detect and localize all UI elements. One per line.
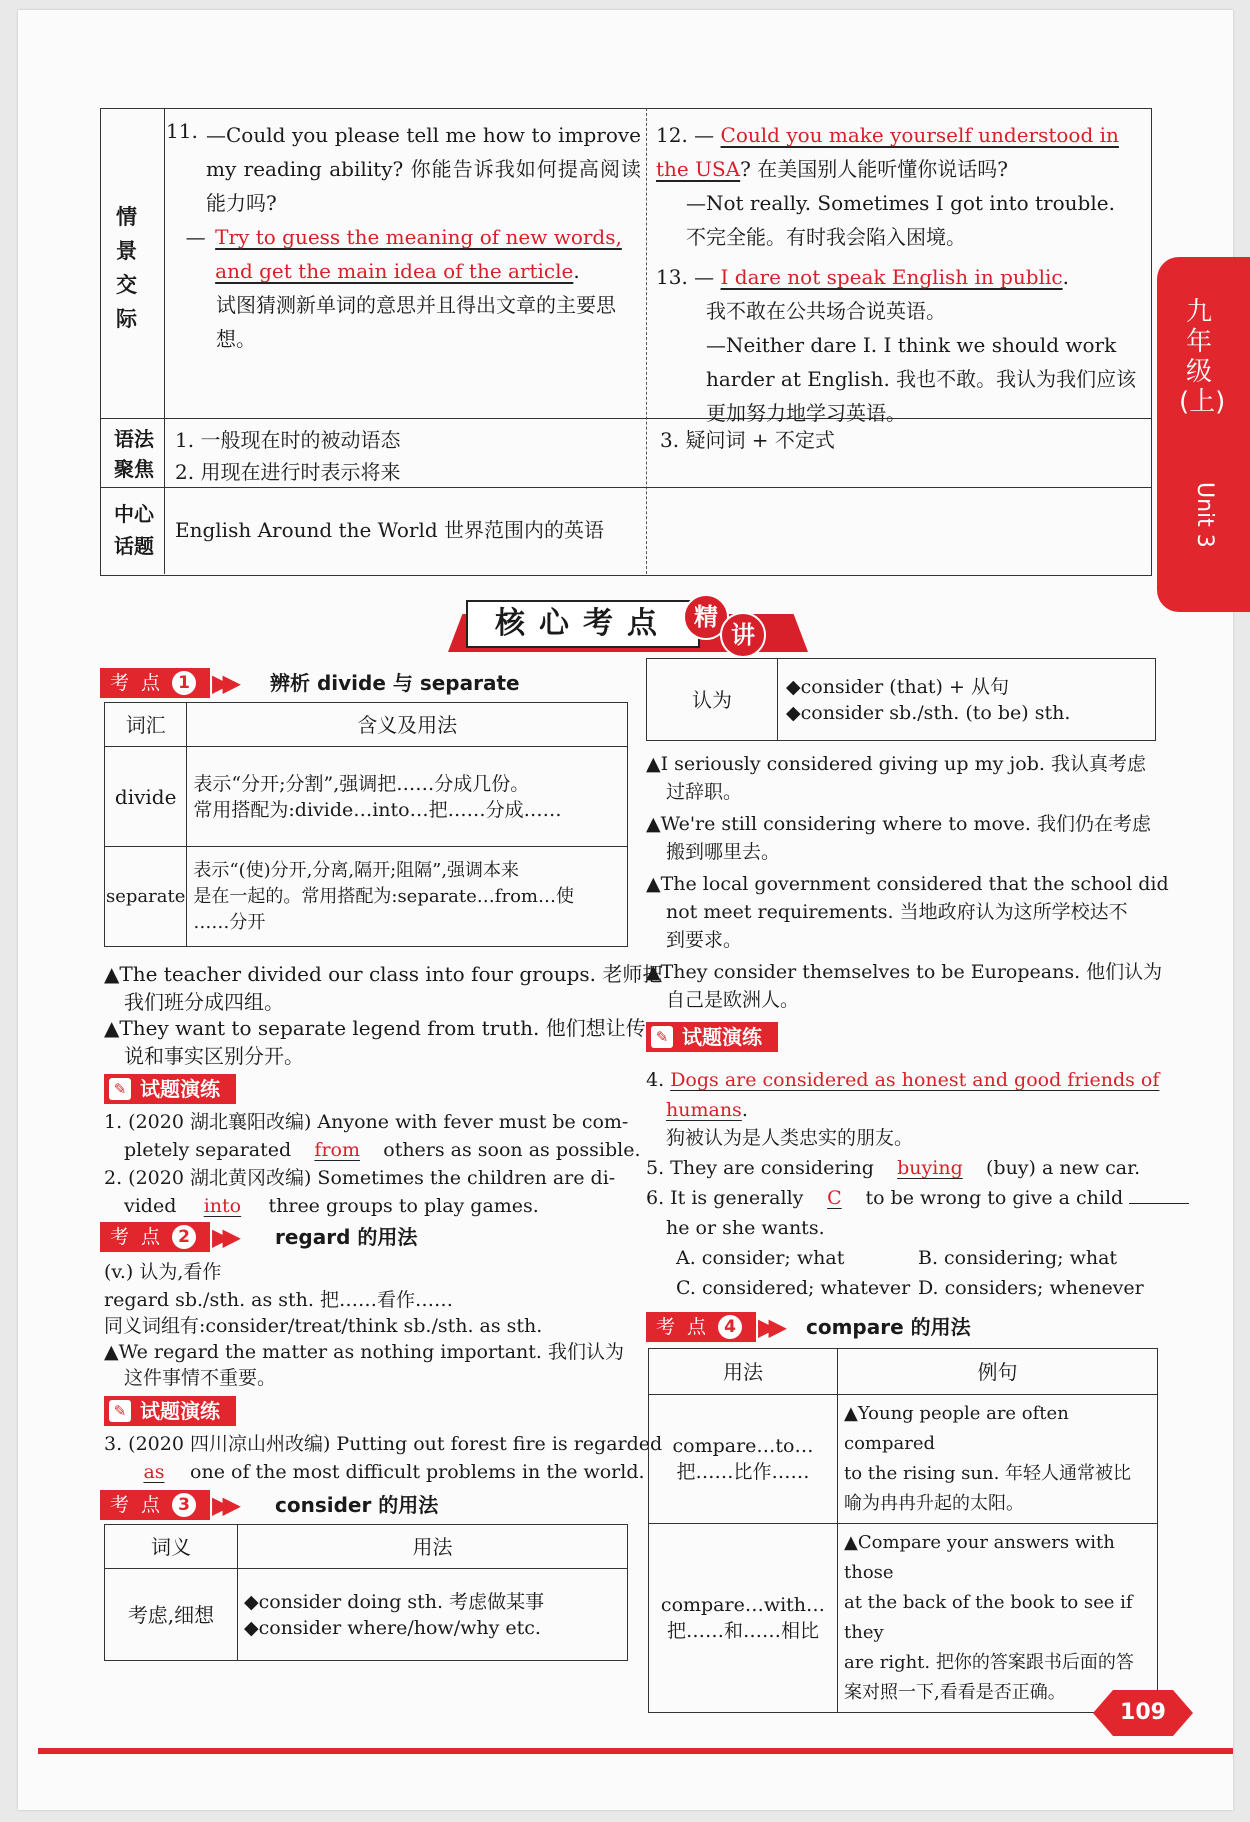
compare-to-b: 把……比作…… [676,1461,810,1483]
page [18,10,1233,1810]
p4-line-a [646,1068,1159,1092]
grammar-3: 3. 疑问词 + 不定式 [660,428,835,452]
p1-text: pletely separated [124,1139,292,1161]
p2-rest: three groups to play games. [268,1195,539,1217]
practice-icon: ✎ [109,1400,131,1422]
kaodian-2-header [100,1222,550,1252]
q12-num: 12. — [656,123,715,147]
q11-answer-end: . [573,259,580,283]
practice-tag [104,1396,236,1426]
kaodian-1-header [100,668,550,698]
th-word: 词汇 [105,703,187,747]
kd1-example-1b: 我们班分成四组。 [124,990,284,1014]
th-meaning: 词义 [105,1525,238,1569]
kaodian-label: 考点 [100,668,210,698]
kaodian-3-header [100,1490,550,1520]
q11-answer-text: Try to guess the meaning of new words, and get the main idea of the article [215,225,622,283]
q11 [166,118,641,356]
separate-usage [187,847,628,947]
kaodian-title: 辨析 divide 与 separate [270,671,520,695]
kd2-line-1: (v.) 认为,看作 [104,1261,222,1283]
th-usage: 用法 [649,1349,838,1395]
p4-end: . [741,1099,748,1121]
kd2-example-b: 这件事情不重要。 [124,1367,277,1389]
kd3-example-3b: not meet requirements. 当地政府认为这所学校达不 [666,901,1128,923]
p6-option-a[interactable]: A. consider; what [676,1247,845,1269]
kd3-example-2a: ▲We're still considering where to move. 我们仍在考虑 [646,813,1151,835]
practice-label: 试题演练 [140,1077,220,1101]
q13-num: 13. — [656,265,715,289]
grade-side-tab [1157,257,1250,612]
meaning-think: 认为 [647,659,778,741]
table-divider [646,108,647,574]
kd3-example-3a: ▲The local government considered that the school did [646,873,1169,895]
p6-option-c[interactable]: C. considered; whatever [676,1277,911,1299]
p6-text: 6. It is generally [646,1187,804,1209]
practice-tag [646,1022,778,1052]
divide-usage [187,747,628,847]
think-usage-a: ◆consider (that) + 从句 [786,675,1009,698]
p6-answer[interactable]: C [827,1187,842,1209]
section-banner [448,600,808,660]
p4-line-b [666,1098,748,1122]
kaodian-title: consider 的用法 [275,1493,439,1517]
grammar-2: 2. 用现在进行时表示将来 [175,460,401,484]
q12-answer[interactable]: Could you make yourself understood in the USA [656,123,1119,181]
kaodian-number: 2 [172,1225,196,1249]
th-usage: 用法 [238,1525,628,1569]
table-divider [100,487,1152,488]
divide-usage-a: 表示“分开;分割”,强调把……分成几份。 [193,772,530,795]
p2-line-b [124,1194,539,1218]
kaodian-label: 考点 [100,1222,210,1252]
compare-with-ex-4: 案对照一下,看看是否正确。 [844,1682,1066,1703]
q12-rest: ? 在美国别人能听懂你说话吗? [740,157,1008,181]
divide-separate-table [104,702,628,947]
th-example: 例句 [838,1349,1158,1395]
practice-tag [104,1074,236,1104]
topic-text: English Around the World 世界范围内的英语 [175,518,605,542]
p6-blank[interactable] [1129,1203,1189,1204]
consider-table-left [104,1524,628,1661]
q11-question: —Could you please tell me how to improve my reading ability? 你能告诉我如何提高阅读能力吗? [206,123,641,215]
q13-end: . [1062,265,1069,289]
p3-line-b [124,1460,645,1484]
separate-usage-b: 是在一起的。常用搭配为:separate…from…使 [193,885,574,907]
grammar-label: 语法聚焦 [114,427,154,481]
practice-icon: ✎ [651,1026,673,1048]
kd1-example-2b: 说和事实区别分开。 [124,1044,304,1068]
consider-usage-b: ◆consider where/how/why etc. [244,1616,541,1639]
kd3-example-4a: ▲They consider themselves to be Europeans. 他们认为 [646,961,1163,983]
p4-num: 4. [646,1069,665,1091]
p5-rest: (buy) a new car. [986,1157,1141,1179]
grammar-1: 1. 一般现在时的被动语态 [175,428,401,452]
p6-rest: to be wrong to give a child [865,1187,1124,1209]
th-usage: 含义及用法 [187,703,628,747]
p6-line-b: he or she wants. [666,1217,825,1239]
q13 [656,260,1141,430]
double-arrow-icon: ▶▶ [212,1491,233,1519]
q13-answer[interactable]: I dare not speak English in public [720,265,1063,289]
q13-reply: —Neither dare I. I think we should work harder at English. 我也不敢。我认为我们应该更加努力地学习英语。 [706,333,1137,425]
kaodian-label: 考点 [646,1312,756,1342]
kd3-example-3c: 到要求。 [666,929,743,951]
p2-answer[interactable]: into [203,1195,242,1217]
p1-line-b [124,1138,641,1162]
page-number-text: 109 [1120,1700,1166,1725]
kd3-example-4b: 自己是欧洲人。 [666,989,800,1011]
compare-with-ex-1: ▲Compare your answers with those [844,1532,1115,1583]
compare-with-b: 把……和……相比 [666,1620,819,1642]
think-usage-b: ◆consider sb./sth. (to be) sth. [786,701,1071,724]
p3-rest: one of the most difficult problems in the world. [190,1461,645,1483]
p3-line-a: 3. (2020 四川凉山州改编) Putting out forest fire is regarded [104,1433,663,1455]
q12-reply: —Not really. Sometimes I got into trouble. 不完全能。有时我会陷入困境。 [686,191,1115,249]
topic-label: 中心话题 [114,502,154,558]
banner-badge-2: 讲 [720,612,766,658]
bottom-rule [38,1748,1233,1754]
compare-with-ex-3: are right. 把你的答案跟书后面的答 [844,1652,1134,1673]
kaodian-4-header [646,1312,1096,1342]
q11-dash: — [185,225,206,249]
divide-usage-b: 常用搭配为:divide…into…把……分成…… [193,798,562,821]
q13-translation: 我不敢在公共场合说英语。 [706,299,946,323]
p4-answer-a[interactable]: Dogs are considered as honest and good friends of [670,1069,1160,1091]
kaodian-title: regard 的用法 [275,1225,418,1249]
q11-num: 11. [166,119,198,143]
kaodian-title: compare 的用法 [806,1315,971,1339]
compare-to-example [838,1395,1158,1524]
page-number [1093,1690,1193,1736]
kd2-line-3: 同义词组有:consider/treat/think sb./sth. as sth. [104,1315,543,1337]
consider-table-right [646,658,1156,741]
double-arrow-icon: ▶▶ [212,1223,233,1251]
q11-translation: 试图猜测新单词的意思并且得出文章的主要思想。 [216,293,616,351]
compare-to-ex-2: to the rising sun. 年轻人通常被比 [844,1463,1132,1484]
p6-option-d[interactable]: D. considers; whenever [918,1277,1144,1299]
practice-label: 试题演练 [140,1399,220,1423]
p1-rest: others as soon as possible. [383,1139,641,1161]
kd2-example-a: ▲We regard the matter as nothing important. 我们认为 [104,1341,624,1363]
q12 [656,118,1141,254]
banner-badge-1: 精 [683,594,729,640]
compare-to-a: compare…to… [672,1435,814,1457]
banner-title: 核心考点 [466,600,700,648]
p3-answer[interactable]: as [143,1461,165,1483]
p2-text: vided [124,1195,177,1217]
compare-with-a: compare…with… [660,1594,826,1616]
q11-answer[interactable] [215,220,641,288]
p4-answer-b[interactable]: humans [666,1099,742,1121]
situational-label: 情景交际 [116,205,137,331]
compare-with [649,1524,838,1713]
separate-usage-a: 表示“(使)分开,分离,隔开;阻隔”,强调本来 [193,859,520,881]
double-arrow-icon: ▶▶ [758,1313,779,1341]
word-separate: separate [105,847,187,947]
p1-answer[interactable]: from [314,1139,360,1161]
kaodian-number: 3 [172,1493,196,1517]
kd3-example-1a: ▲I seriously considered giving up my job. 我认真考虑 [646,753,1146,775]
p6-line [646,1186,1189,1210]
compare-to-ex-1: ▲Young people are often compared [844,1403,1069,1454]
kd3-example-1b: 过辞职。 [666,781,743,803]
kaodian-number: 1 [172,671,196,695]
p5-line [646,1156,1140,1180]
consider-usage [238,1569,628,1661]
kd1-example-2a: ▲They want to separate legend from truth. 他们想让传 [104,1016,646,1040]
practice-icon: ✎ [109,1078,131,1100]
grade-label: 九年级(上) [1179,297,1226,417]
kd3-example-2b: 搬到哪里去。 [666,841,781,863]
meaning-consider: 考虑,细想 [105,1569,238,1661]
p1-line-a: 1. (2020 湖北襄阳改编) Anyone with fever must be com- [104,1111,629,1133]
think-usage [778,659,1156,741]
p5-answer[interactable]: buying [897,1157,963,1179]
p5-text: 5. They are considering [646,1157,874,1179]
double-arrow-icon: ▶▶ [212,669,233,697]
compare-to-ex-3: 喻为冉冉升起的太阳。 [844,1493,1024,1514]
compare-table [648,1348,1158,1713]
word-divide: divide [105,747,187,847]
unit-label: Unit 3 [1192,482,1217,548]
p4-translation: 狗被认为是人类忠实的朋友。 [666,1127,914,1149]
table-divider [164,108,165,574]
kd1-example-1a: ▲The teacher divided our class into four groups. 老师把 [104,962,663,986]
kaodian-label: 考点 [100,1490,210,1520]
separate-usage-c: ……分开 [193,911,266,933]
kaodian-number: 4 [718,1315,742,1339]
practice-label: 试题演练 [682,1025,762,1049]
consider-usage-a: ◆consider doing sth. 考虑做某事 [244,1590,545,1613]
compare-with-example [838,1524,1158,1713]
kd2-line-2: regard sb./sth. as sth. 把……看作…… [104,1289,453,1311]
compare-to [649,1395,838,1524]
p2-line-a: 2. (2020 湖北黄冈改编) Sometimes the children are di- [104,1167,616,1189]
p6-option-b[interactable]: B. considering; what [918,1247,1118,1269]
compare-with-ex-2: at the back of the book to see if they [844,1592,1133,1643]
